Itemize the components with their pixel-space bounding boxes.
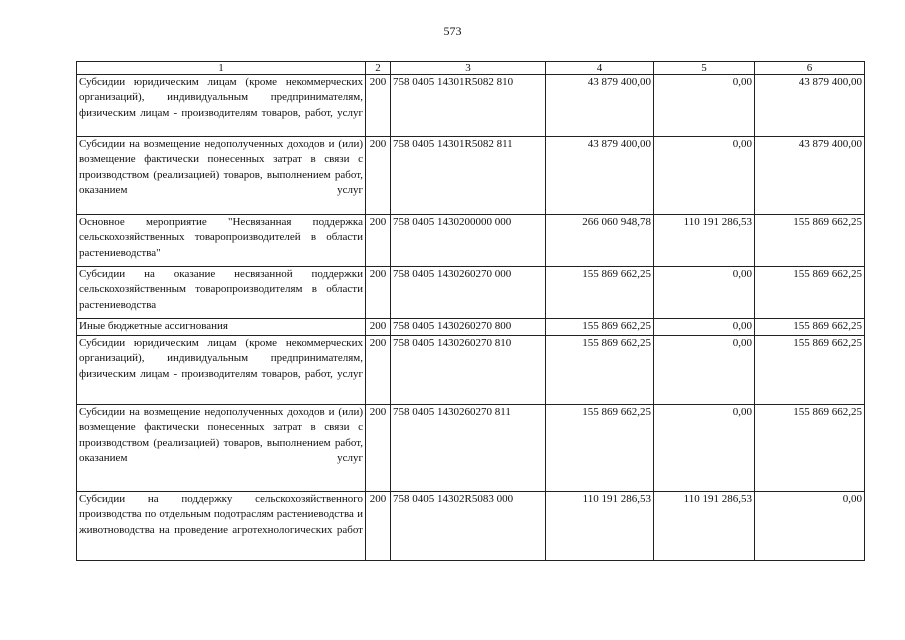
row-value-4: 155 869 662,25 [546,336,654,405]
row-value-6: 155 869 662,25 [755,267,865,319]
row-value-6: 155 869 662,25 [755,215,865,267]
row-value-4: 155 869 662,25 [546,405,654,492]
row-col2: 200 [366,319,391,336]
row-value-6: 155 869 662,25 [755,336,865,405]
row-value-5: 0,00 [654,75,755,137]
row-value-5: 110 191 286,53 [654,215,755,267]
column-header: 6 [755,62,865,75]
row-name: Иные бюджетные ассигнования [77,319,366,336]
row-code: 758 0405 1430260270 000 [391,267,546,319]
row-col2: 200 [366,336,391,405]
row-name: Субсидии на оказание несвязанной поддержки сельскохозяйственным товаропроизводителям в области растениеводства [77,267,366,319]
table-row [77,137,865,215]
column-header: 1 [77,62,366,75]
row-value-6: 0,00 [755,492,865,561]
row-col2: 200 [366,267,391,319]
column-header: 5 [654,62,755,75]
row-value-6: 43 879 400,00 [755,137,865,215]
row-name: Субсидии юридическим лицам (кроме некоммерческих организаций), индивидуальным предпринимателям, физическим лицам - производителям товаров, работ, услуг [77,75,366,137]
row-code: 758 0405 1430260270 811 [391,405,546,492]
row-value-5: 0,00 [654,137,755,215]
row-code: 758 0405 1430200000 000 [391,215,546,267]
row-value-4: 266 060 948,78 [546,215,654,267]
column-header: 4 [546,62,654,75]
row-value-4: 155 869 662,25 [546,319,654,336]
row-value-5: 0,00 [654,319,755,336]
row-col2: 200 [366,492,391,561]
row-code: 758 0405 1430260270 810 [391,336,546,405]
row-value-4: 43 879 400,00 [546,75,654,137]
row-code: 758 0405 1430260270 800 [391,319,546,336]
row-name: Субсидии на поддержку сельскохозяйственного производства по отдельным подотраслям растениеводства и животноводства на проведение агротехнологических работ [77,492,366,561]
column-header: 2 [366,62,391,75]
row-value-4: 110 191 286,53 [546,492,654,561]
budget-table [76,61,865,561]
row-name: Основное мероприятие "Несвязанная поддержка сельскохозяйственных товаропроизводителей в области растениеводства" [77,215,366,267]
column-header: 3 [391,62,546,75]
table-row [77,75,865,137]
row-value-5: 0,00 [654,405,755,492]
header-row [77,62,865,75]
row-col2: 200 [366,405,391,492]
row-code: 758 0405 14301R5082 811 [391,137,546,215]
row-name: Субсидии на возмещение недополученных доходов и (или) возмещение фактически понесенных затрат в связи с производством (реализацией) товаров, выполнением работ, оказанием услуг [77,405,366,492]
table-row [77,319,865,336]
table-row [77,267,865,319]
row-name: Субсидии юридическим лицам (кроме некоммерческих организаций), индивидуальным предпринимателям, физическим лицам - производителям товаров, работ, услуг [77,336,366,405]
row-col2: 200 [366,137,391,215]
row-value-5: 110 191 286,53 [654,492,755,561]
row-name: Субсидии на возмещение недополученных доходов и (или) возмещение фактически понесенных затрат в связи с производством (реализацией) товаров, выполнением работ, оказанием услуг [77,137,366,215]
row-value-6: 155 869 662,25 [755,405,865,492]
row-value-4: 43 879 400,00 [546,137,654,215]
table-row [77,405,865,492]
row-value-5: 0,00 [654,267,755,319]
table-row [77,336,865,405]
row-code: 758 0405 14301R5082 810 [391,75,546,137]
row-value-6: 43 879 400,00 [755,75,865,137]
row-col2: 200 [366,75,391,137]
page-number: 573 [443,24,462,38]
row-col2: 200 [366,215,391,267]
row-code: 758 0405 14302R5083 000 [391,492,546,561]
row-value-6: 155 869 662,25 [755,319,865,336]
row-value-5: 0,00 [654,336,755,405]
table-row [77,492,865,561]
row-value-4: 155 869 662,25 [546,267,654,319]
table-row [77,215,865,267]
